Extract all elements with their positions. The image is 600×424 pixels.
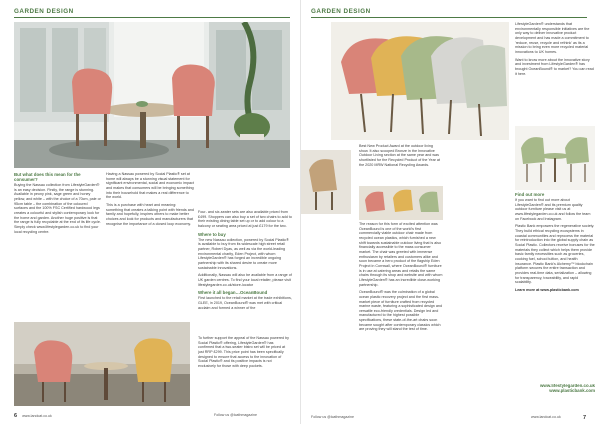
paragraph: OceanBound® was the culmination of a global ocean plastic recovery project and the first mass-market piece of furniture crafted from recycled marine waste, featuring a sophisticated design and versatile eco-friendly credentials. Design led and manufactured to the highest possible specifications, these state-of-the-art chairs soon became sought after contemporary classics which are proving they will stand the test of time.	[359, 290, 443, 332]
article-column-a	[198, 210, 292, 330]
right-footer	[311, 415, 591, 419]
article-column-2	[106, 172, 194, 278]
wood-chair-photo	[301, 150, 351, 214]
paragraph: Want to know more about the innovative story and investment from LifestyleGarden® has brought OceanBound® to market? You can read it here.	[515, 57, 594, 76]
article-column-b	[359, 222, 443, 406]
section-header: GARDEN DESIGN	[14, 8, 74, 15]
article-column-c	[515, 192, 595, 378]
subheading-where-to-buy: Where to buy	[198, 231, 226, 237]
footer-social: Follow us @lcathmagazine	[214, 413, 257, 417]
subheading-where-it-began: Where it all began…OceanBound	[198, 290, 268, 296]
section-divider	[311, 17, 587, 18]
paragraph: To further support the appeal of the Nassau powered by Social Plastic® offering, LifestyleGarden® has confirmed that a two-seater bistro set will be priced at just RRP £299. This price point has been specifically designed to ensure that access to the innovation of Social Plastic® and its positive impacts is not exclusively for those with deep pockets.	[198, 336, 290, 368]
paragraph: This is a purchase with heart and meaning: something that creates a talking point with friends and family and hopefully, inspires others to make better choices and look for products and manufacturers that recognise the importance of a closed loop economy.	[106, 202, 194, 226]
sponsor-sites	[515, 384, 595, 398]
footer-site-link[interactable]: www.landcat.co.uk	[22, 414, 52, 418]
site-link[interactable]: www.lifestylegarden.co.uk	[540, 384, 595, 388]
paragraph: If you want to find out more about LifestyleGarden® and its premium quality outdoor furniture please visit us at www.lifestylegarden.co.uk and follow the team on Facebook and Instagram.	[515, 198, 591, 221]
learn-more-link[interactable]: Learn more at www.plasticbank.com	[515, 287, 579, 292]
subheading-consumer: But what does this mean for the consumer?	[14, 172, 81, 182]
article-column-3	[198, 336, 290, 408]
paragraph: Having a Nassau powered by Social Plastic® set at home will always be a stunning visual statement for significant environmental, social and economic impact and makes that consumers will be bringing something into their household that makes a real difference to the world.	[106, 172, 194, 200]
right-page	[300, 0, 600, 424]
paragraph: First launched to the retail market at the trade exhibitions, GLEE, in 2019, OceanBound® was met with critical acclaim and formed a winner of the	[198, 296, 292, 310]
subheading-find-out-more: Find out more	[515, 192, 545, 197]
paragraph: Plastic Bank empowers the regenerative society. They build ethical recycling ecosystems in coastal communities and reprocess the material for reintroduction into the global supply chain as Social Plastic. Collectors receive bonuses for the materials they collect which helps them provide basic family necessities such as groceries, cooking fuel, school tuition, and health insurance. Plastic Bank's Alchemy™ blockchain platform secures the entire transaction and provides real-time data, serialization – allowing for transparency, traceability, and rapid scalability.	[515, 224, 595, 285]
page-number: 6	[14, 413, 18, 419]
paragraph: LifestyleGarden® understands that environmentally responsible initiatives are the only way to deliver innovative product development and has made a commitment to 'reduce, reuse, recycle and rethink' as its a mission to bring even more recycled material innovations to UK homes.	[515, 22, 590, 54]
footer-social: Follow us @lcathmagazine	[311, 415, 354, 419]
section-header: GARDEN DESIGN	[311, 8, 371, 15]
paragraph: Four- and six-seater sets are also available priced from £499. Shoppers can also buy a set of two chairs to add to their existing dining table set up or to add colour to a balcony or seating area priced at just £179 for the two.	[198, 210, 292, 228]
bistro-set-photo	[14, 322, 190, 406]
article-column-b-top	[359, 144, 443, 184]
sage-chairs-photo	[515, 126, 595, 190]
article-column-1	[14, 172, 102, 322]
section-divider	[14, 17, 290, 18]
pink-yellow-chairs-photo	[359, 186, 443, 220]
footer-site-link[interactable]: www.landcat.co.uk	[531, 415, 561, 419]
site-link[interactable]: www.plasticbank.com	[549, 387, 595, 393]
paragraph: Buying the Nassau collection from LifestyleGarden® is an easy decision. Firstly, the range is stunning. Available in peony pink, sage green and honey yellow, and white – with the choice of a 70cm, pale or 95cm table – the combination of the coloured surfaces and the 100% FSC Certified hardwood legs creates a colourful and stylish contemporary look for the home and garden. Another huge positive is that the range is fully recyclable at the end of its life cycle. Simply check www.lifestylegarden.co.uk to find your local recycling centre.	[14, 183, 101, 234]
hero-photo-pink-chairs	[14, 22, 290, 168]
page-number: 7	[583, 415, 587, 421]
paragraph: Additionally, Nassau will also be available from a range of UK garden centres. To find your local retailer, please visit lifestylegarden.co.uk/store-locator	[198, 273, 292, 287]
left-footer	[14, 413, 290, 419]
paragraph: The new Nassau collection, powered by Social Plastic® is available to buy from its widescale high street retail partner, Robert Dyas, as well as via the world-leading environmental charity, Eden Project, with whom LifestyleGarden® has forged an incredible ongoing partnership with its shared desire to create more sustainable innovations.	[198, 237, 289, 270]
paragraph: Best New Product Award at the outdoor living show. It also scooped Bronze in the Innovative Outdoor Living section at the same year and was shortlisted for the Recycled Product of the Year at the 2020 MRW National Recycling Awards.	[359, 144, 440, 167]
stacked-chairs-photo	[331, 22, 509, 140]
paragraph: The reason for this form of excited attention was OceanBound is one of the world's first commercially viable outdoor chair made from recycled ocean plastics, which furnished a new shift towards sustainable outdoor living that is also financially accessible to the mass consumer market. The chair was greeted with immense enthusiasm by retailers and customers alike and soon became a hero product of the flagship Eden Project in Cornwall, where OceanBound® furniture is in use at catering areas and retails the same chairs through its shop and website and with whom LifestyleGarden® has an incredible close-working partnership.	[359, 222, 443, 287]
